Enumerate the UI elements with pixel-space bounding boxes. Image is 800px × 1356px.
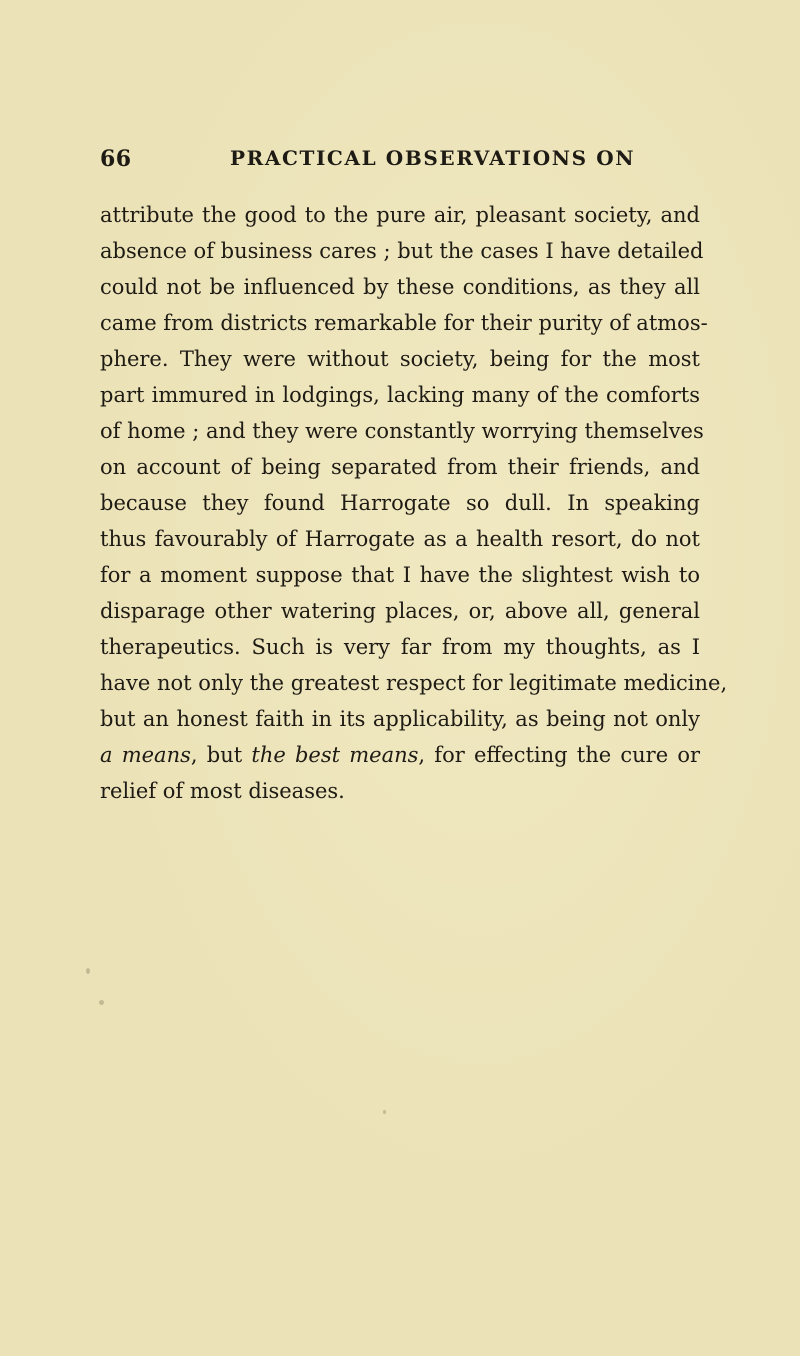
text-span: , for effecting the cure or [418, 743, 701, 767]
text-line: absence of business cares ; but the cases I have detailed [100, 239, 704, 263]
text-line: for a moment suppose that I have the slightest wish to [100, 563, 700, 587]
text-line: could not be influenced by these conditions, as they all [100, 275, 700, 299]
text-line: thus favourably of Harrogate as a health resort, do not [100, 527, 700, 551]
text-line: on account of being separated from their friends, and [100, 455, 700, 479]
text-line: because they found Harrogate so dull. In speaking [100, 491, 700, 515]
text-line: disparage other watering places, or, above all, general [100, 599, 700, 623]
body-text [100, 197, 728, 809]
running-head: PRACTICAL OBSERVATIONS ON [230, 146, 636, 170]
text-line: came from districts remarkable for their purity of atmos- [100, 311, 708, 335]
text-line: therapeutics. Such is very far from my thoughts, as I [100, 635, 700, 659]
text-line: have not only the greatest respect for legitimate medicine, [100, 671, 728, 695]
italic-phrase: a means [100, 743, 191, 767]
text-line: attribute the good to the pure air, pleasant society, and [100, 203, 700, 227]
text-line-final: relief of most diseases. [100, 779, 345, 803]
paper-speck [86, 968, 90, 974]
page-header [100, 146, 700, 178]
text-line: phere. They were without society, being for the most [100, 347, 700, 371]
paper-speck [99, 1000, 104, 1005]
text-line: part immured in lodgings, lacking many of the comforts [100, 383, 700, 407]
text-span: , but [190, 743, 252, 767]
text-line: of home ; and they were constantly worrying themselves [100, 419, 704, 443]
text-line-mixed [100, 737, 700, 773]
text-line: but an honest faith in its applicability, as being not only [100, 707, 700, 731]
paper-speck [383, 1110, 386, 1114]
italic-phrase: the best means [251, 743, 419, 767]
page-number: 66 [100, 146, 132, 172]
